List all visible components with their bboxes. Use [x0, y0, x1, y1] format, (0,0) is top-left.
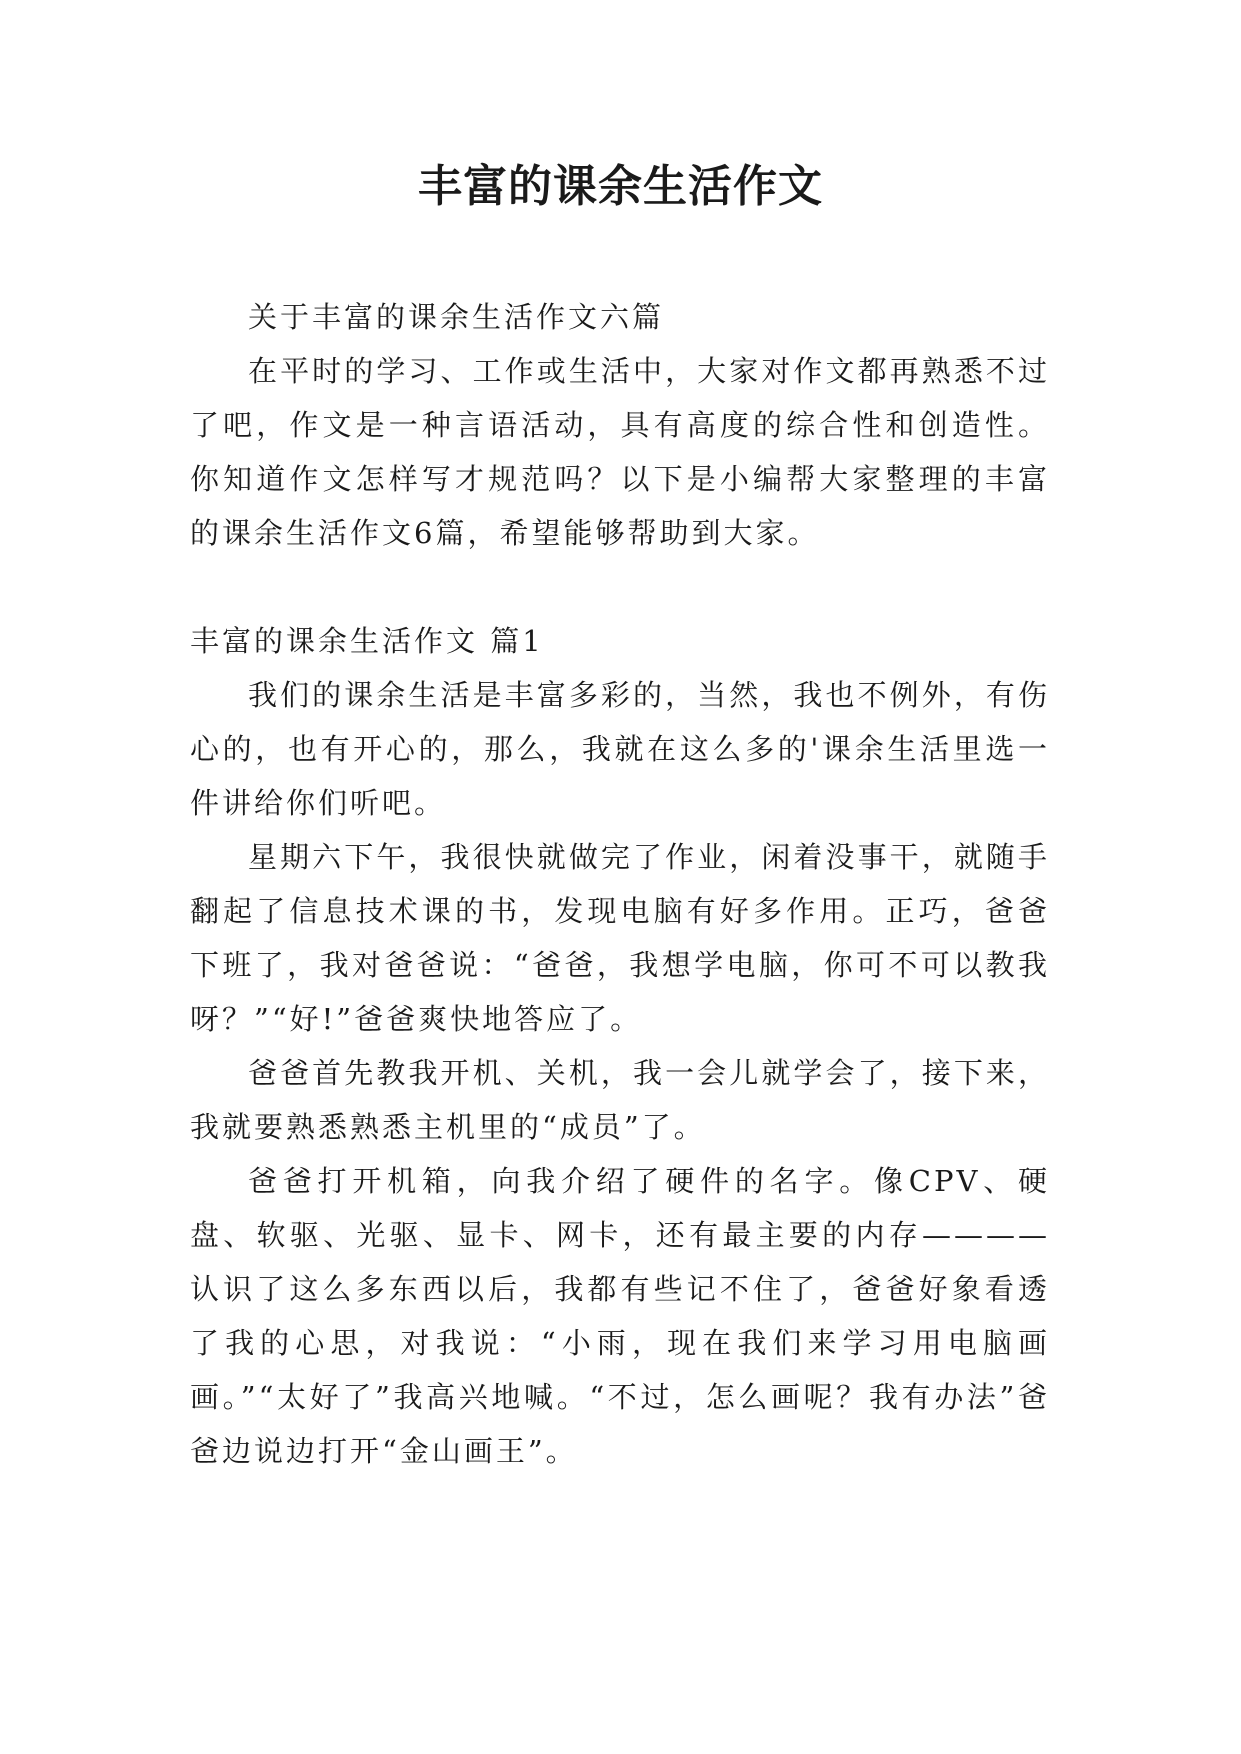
section-gap [190, 560, 1050, 614]
document-title: 丰富的课余生活作文 [418, 161, 823, 212]
body-paragraph: 我们的课余生活是丰富多彩的，当然，我也不例外，有伤心的，也有开心的，那么，我就在这么多的'课余生活里选一件讲给你们听吧。 [190, 678, 1050, 820]
body-paragraph: 爸爸首先教我开机、关机，我一会儿就学会了，接下来，我就要熟悉熟悉主机里的“成员”了。 [190, 1056, 1050, 1144]
intro-paragraph: 在平时的学习、工作或生活中，大家对作文都再熟悉不过了吧，作文是一种言语活动，具有高度的综合性和创造性。你知道作文怎样写才规范吗？以下是小编帮大家整理的丰富的课余生活作文6篇，希望能够帮助到大家。 [190, 354, 1050, 550]
section-heading: 丰富的课余生活作文 篇1 [190, 624, 544, 658]
body-paragraph: 爸爸打开机箱，向我介绍了硬件的名字。像CPV、硬盘、软驱、光驱、显卡、网卡，还有最主要的内存————认识了这么多东西以后，我都有些记不住了，爸爸好象看透了我的心思，对我说：“小雨，现在我们来学习用电脑画画。”“太好了”我高兴地喊。“不过，怎么画呢？我有办法”爸爸边说边打开“金山画王”。 [190, 1164, 1050, 1468]
document-subtitle: 关于丰富的课余生活作文六篇 [248, 300, 665, 334]
body-paragraph: 星期六下午，我很快就做完了作业，闲着没事干，就随手翻起了信息技术课的书，发现电脑有好多作用。正巧，爸爸下班了，我对爸爸说：“爸爸，我想学电脑，你可不可以教我呀？”“好!”爸爸爽快地答应了。 [190, 840, 1050, 1036]
document-body [190, 290, 1050, 1478]
